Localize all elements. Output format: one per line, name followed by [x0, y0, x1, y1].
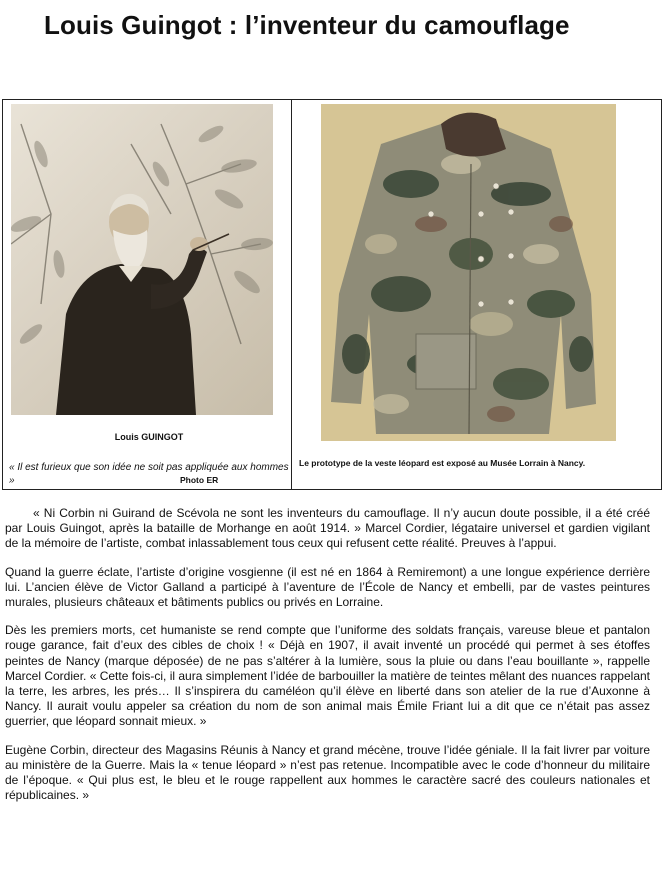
article-paragraph: Quand la guerre éclate, l’artiste d’origine vosgienne (il est né en 1864 à Remiremont) a une longue expérience derrière lui. L’ancien élève de Victor Galland a participé à l’aventure de l’École de Nancy et embelli, par de vastes peintures murales, plusieurs châteaux et bâtiments publics ou privés en Lorraine. [5, 564, 650, 610]
figure-table [2, 99, 662, 490]
portrait-photo [11, 104, 273, 415]
article-body [5, 506, 650, 816]
portrait-caption-quote: « Il est furieux que son idée ne soit pas appliquée aux hommes » [9, 462, 289, 486]
photo-credit: Photo ER [180, 475, 219, 485]
article-paragraph: Dès les premiers morts, cet humaniste se rend compte que l’uniforme des soldats français, vareuse bleue et pantalon rouge garance, fait d’eux des cibles de choix ! « Déjà en 1907, il avait inventé un procédé qui permet à ses étoffes peintes de Nancy (marque déposée) de ne pas s’altérer à la lumière, sous la pluie ou dans l’eau bouillante », rappelle Marcel Cordier. « Cette fois-ci, il aura simplement l’idée de barbouiller la matière de teintes mêlant des nuances rappelant la terre, les arbres, les prés… Il s’inspirera du caméléon qu’il élève en liberté dans son atelier de la rue d’Auxonne à Nancy. Il aurait voulu appeler sa création du nom de son animal mais Émile Friant lui a dit que ce n’était pas assez guerrier, que léopard sonnait mieux. » [5, 623, 650, 729]
jacket-photo [321, 104, 616, 441]
jacket-caption: Le prototype de la veste léopard est exposé au Musée Lorrain à Nancy. [299, 458, 586, 468]
article-paragraph: Eugène Corbin, directeur des Magasins Réunis à Nancy et grand mécène, trouve l’idée géniale. Il la fait livrer par voiture au ministère de la Guerre. Mais la « tenue léopard » n’est pas retenue. Incompatible avec le code d’honneur du militaire de l’époque. « Qui plus est, le bleu et le rouge rappellent aux hommes le caractère sacré des couleurs nationales et républicaines. » [5, 742, 650, 803]
cell-divider [291, 100, 292, 489]
article-paragraph: « Ni Corbin ni Guirand de Scévola ne sont les inventeurs du camouflage. Il n’y aucun doute possible, il a été créé par Louis Guingot, après la bataille de Morhange en août 1914. » Marcel Cordier, légataire universel et gardien vigilant de la mémoire de l’artiste, combat inlassablement tous ceux qui refusent cette réalité. Preuves à l’appui. [5, 506, 650, 551]
page-title: Louis Guingot : l’inventeur du camouflage [44, 10, 570, 40]
portrait-caption-name: Louis GUINGOT [114, 432, 184, 442]
